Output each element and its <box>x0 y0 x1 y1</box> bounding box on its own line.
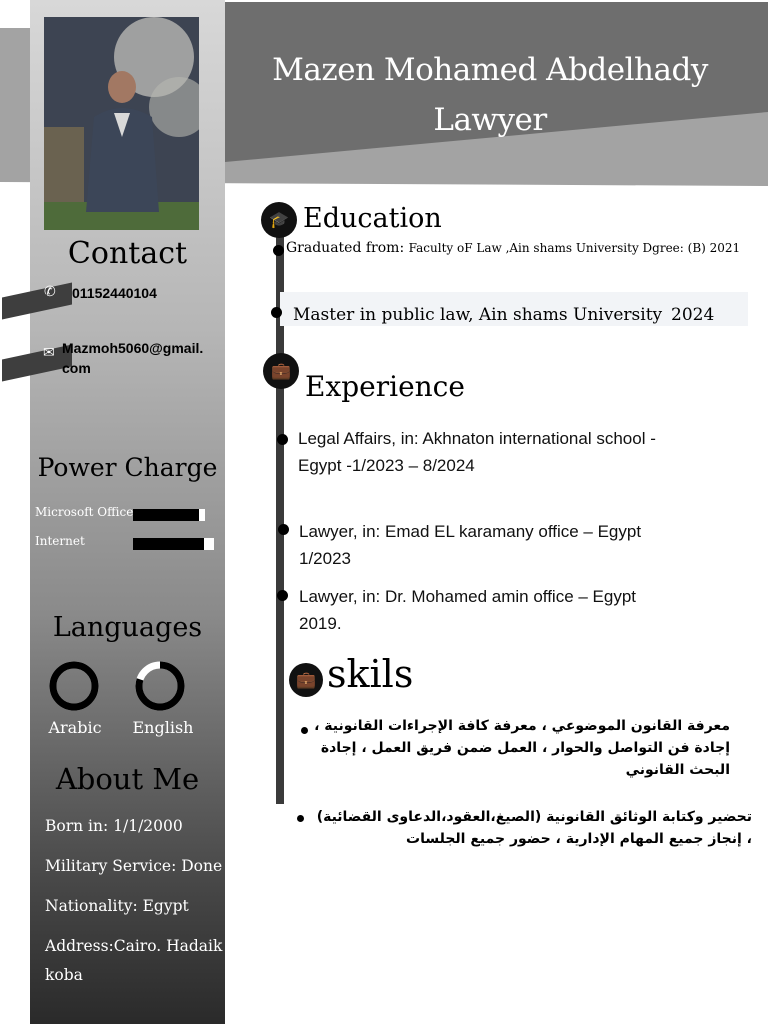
experience-item-2-line-2: 1/2023 <box>299 549 351 568</box>
skills-item-1 <box>310 715 730 781</box>
education-graduated <box>286 240 740 256</box>
profile-photo <box>44 17 199 230</box>
candidate-name: Mazen Mohamed Abdelhady <box>272 52 708 88</box>
about-nationality: Nationality: Egypt <box>45 897 189 915</box>
briefcase-icon: 💼 <box>263 353 299 389</box>
about-born: Born in: 1/1/2000 <box>45 817 183 835</box>
skill-label-internet: Internet <box>35 534 85 548</box>
experience-bullet-1 <box>277 434 288 445</box>
skills-item-1-line-1: معرفة القانون الموضوعي ، معرفة كافة الإجراءات القانونية ، <box>314 718 730 734</box>
phone-icon: ✆ <box>44 284 56 300</box>
graduated-label: Graduated from: <box>286 240 405 256</box>
experience-bullet-2 <box>278 524 289 535</box>
skill-label-office: Microsoft Office <box>35 505 134 519</box>
skills-item-1-line-3: البحث القانوني <box>625 762 730 778</box>
about-address-line-1: Address:Cairo. Hadaik EL <box>45 937 249 955</box>
skills-item-2-line-2: ، إنجاز جميع المهام الإدارية ، حضور جميع الجلسات <box>406 831 752 847</box>
master-bullet <box>271 307 282 318</box>
skills-item-1-line-2: إجادة فن التواصل والحوار ، العمل ضمن فريق العمل ، إجادة <box>320 740 730 756</box>
experience-item-3-line-2: 2019. <box>299 614 342 633</box>
skill-bar-fill-office <box>133 509 199 521</box>
skills-item-2-line-1: تحضير وكتابة الوثائق القانونية (الصيغ،العقود،الدعاوى القضائية) <box>316 809 752 825</box>
about-address-line-2: koba <box>45 966 83 984</box>
skill-bar-internet <box>133 538 214 550</box>
skills-heading: skils <box>327 652 414 696</box>
job-title: Lawyer <box>433 102 547 138</box>
skills-item-2 <box>300 806 752 850</box>
experience-item-2-line-1: Lawyer, in: Emad EL karamany office – Egypt <box>299 522 642 541</box>
experience-item-3-line-1: Lawyer, in: Dr. Mohamed amin office – Egypt <box>299 587 637 606</box>
experience-item-2 <box>299 518 641 572</box>
experience-item-1 <box>298 425 656 479</box>
experience-heading: Experience <box>305 370 465 403</box>
email-line-1: Mazmoh5060@gmail. <box>62 340 204 356</box>
skills-bullet-1 <box>301 727 308 734</box>
contact-heading: Contact <box>67 236 188 271</box>
graduation-cap-icon: 🎓 <box>261 202 297 238</box>
language-ring-english <box>134 660 186 712</box>
education-master: Master in public law, Ain shams University <box>293 305 663 325</box>
email-line-2: com <box>62 360 91 376</box>
languages-heading: Languages <box>52 612 203 643</box>
graduated-detail: Faculty oF Law ,Ain shams University Dgree: (B) 2021 <box>408 241 741 255</box>
experience-item-1-line-1: Legal Affairs, in: Akhnaton international school - <box>298 429 656 448</box>
skill-bar-fill-internet <box>133 538 204 550</box>
experience-bullet-3 <box>277 590 288 601</box>
language-ring-arabic <box>48 660 100 712</box>
education-heading: Education <box>303 203 442 234</box>
envelope-icon: ✉ <box>43 345 55 361</box>
about-heading: About Me <box>55 762 200 796</box>
experience-item-3 <box>299 583 636 637</box>
education-master-year: 2024 <box>671 305 715 325</box>
email-address[interactable] <box>62 338 203 378</box>
skill-bar-office <box>133 509 205 521</box>
education-bullet <box>273 245 284 256</box>
briefcase-icon: 💼 <box>289 663 323 697</box>
experience-item-1-line-2: Egypt -1/2023 – 8/2024 <box>298 456 475 475</box>
language-label-arabic: Arabic <box>48 718 102 737</box>
about-military: Military Service: Done <box>45 857 223 875</box>
language-label-english: English <box>132 718 194 737</box>
phone-number[interactable]: 01152440104 <box>72 285 157 301</box>
power-charge-heading: Power Charge <box>37 453 218 482</box>
